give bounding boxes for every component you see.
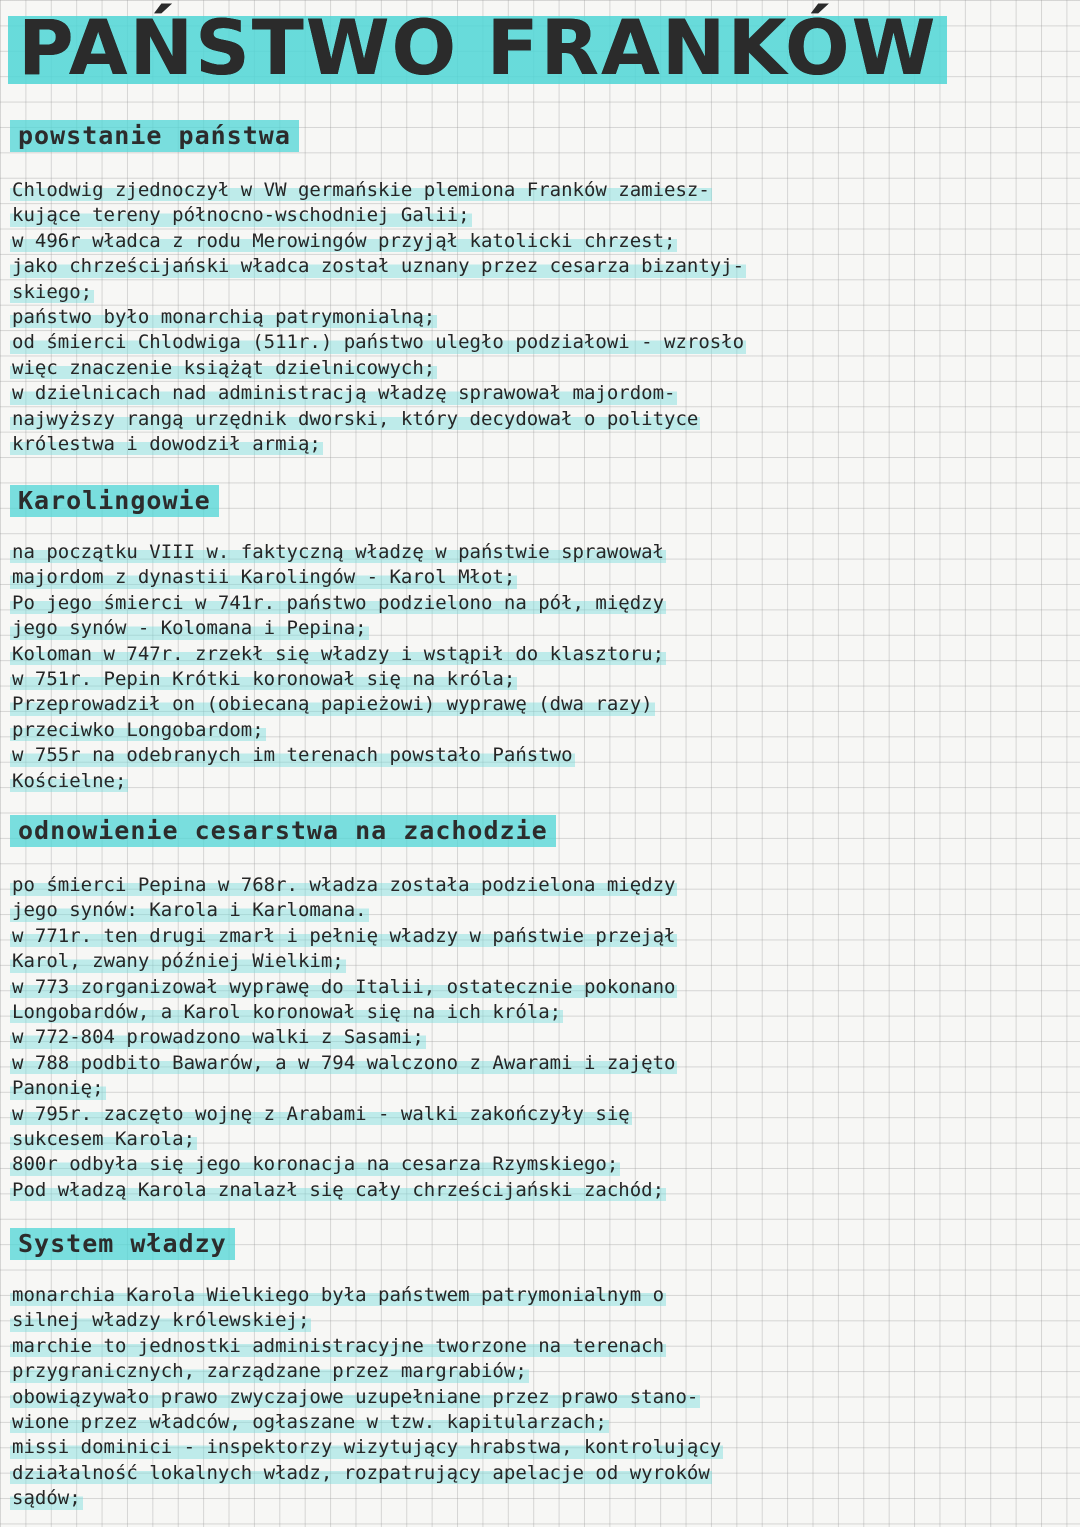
note-line: Longobardów, a Karol koronował się na ich króla; — [10, 1000, 563, 1025]
note-line: w 772-804 prowadzono walki z Sasami; — [10, 1025, 426, 1050]
note-line: najwyższy rangą urzędnik dworski, który decydował o polityce — [10, 407, 700, 432]
note-line: Koloman w 747r. zrzekł się władzy i wstąpił do klasztoru; — [10, 642, 666, 667]
note-line: jako chrześcijański władca został uznany przez cesarza bizantyj- — [10, 254, 746, 279]
note-line: Chlodwig zjednoczył w VW germańskie plemiona Franków zamiesz- — [10, 178, 712, 203]
note-line: Panonię; — [10, 1076, 106, 1101]
note-line: w dzielnicach nad administracją władzę sprawował majordom- — [10, 381, 677, 406]
note-line: w 771r. ten drugi zmarł i pełnię władzy w państwie przejął — [10, 924, 677, 949]
note-line: majordom z dynastii Karolingów - Karol Młot; — [10, 565, 517, 590]
note-line: 800r odbyła się jego koronacja na cesarza Rzymskiego; — [10, 1152, 620, 1177]
section-heading-powstanie: powstanie państwa — [10, 120, 299, 152]
section-heading-system-wladzy: System władzy — [10, 1228, 235, 1260]
note-line: monarchia Karola Wielkiego była państwem patrymonialnym o — [10, 1283, 666, 1308]
note-line: jego synów: Karola i Karlomana. — [10, 898, 369, 923]
page-title: PAŃSTWO FRANKÓW — [8, 8, 947, 88]
note-line: Przeprowadził on (obiecaną papieżowi) wyprawę (dwa razy) — [10, 692, 655, 717]
note-line: w 751r. Pepin Krótki koronował się na króla; — [10, 667, 517, 692]
note-line: od śmierci Chlodwiga (511r.) państwo uległo podziałowi - wzrosło — [10, 330, 746, 355]
note-line: królestwa i dowodził armią; — [10, 432, 323, 457]
note-line: marchie to jednostki administracyjne tworzone na terenach — [10, 1334, 666, 1359]
note-line: więc znaczenie książąt dzielnicowych; — [10, 356, 437, 381]
section-body-powstanie — [10, 178, 1050, 457]
note-line: obowiązywało prawo zwyczajowe uzupełniane przez prawo stano- — [10, 1385, 700, 1410]
note-line: missi dominici - inspektorzy wizytujący hrabstwa, kontrolujący — [10, 1435, 723, 1460]
note-line: skiego; — [10, 280, 94, 305]
note-line: po śmierci Pepina w 768r. władza została podzielona między — [10, 873, 677, 898]
note-line: Pod władzą Karola znalazł się cały chrześcijański zachód; — [10, 1178, 666, 1203]
section-heading-karolingowie: Karolingowie — [10, 485, 219, 517]
note-line: przygranicznych, zarządzane przez margrabiów; — [10, 1359, 529, 1384]
note-line: przeciwko Longobardom; — [10, 718, 266, 743]
note-line: sądów; — [10, 1486, 83, 1511]
note-line: Karol, zwany później Wielkim; — [10, 949, 346, 974]
note-line: wione przez władców, ogłaszane w tzw. kapitularzach; — [10, 1410, 609, 1435]
note-line: kujące tereny północno-wschodniej Galii; — [10, 203, 472, 228]
section-body-odnowienie — [10, 873, 1050, 1203]
note-line: jego synów - Kolomana i Pepina; — [10, 616, 369, 641]
note-line: w 773 zorganizował wyprawę do Italii, ostatecznie pokonano — [10, 975, 677, 1000]
note-line: w 496r władca z rodu Merowingów przyjął katolicki chrzest; — [10, 229, 677, 254]
note-line: sukcesem Karola; — [10, 1127, 197, 1152]
note-line: Kościelne; — [10, 769, 128, 794]
note-line: działalność lokalnych władz, rozpatrujący apelacje od wyroków — [10, 1461, 712, 1486]
note-line: na początku VIII w. faktyczną władzę w państwie sprawował — [10, 540, 666, 565]
section-heading-odnowienie: odnowienie cesarstwa na zachodzie — [10, 815, 556, 847]
section-body-system-wladzy — [10, 1283, 1050, 1512]
note-line: w 795r. zaczęto wojnę z Arabami - walki zakończyły się — [10, 1102, 632, 1127]
note-line: w 755r na odebranych im terenach powstało Państwo — [10, 743, 575, 768]
note-line: Po jego śmierci w 741r. państwo podzielono na pół, między — [10, 591, 666, 616]
note-line: silnej władzy królewskiej; — [10, 1308, 311, 1333]
note-line: państwo było monarchią patrymonialną; — [10, 305, 437, 330]
section-body-karolingowie — [10, 540, 1050, 794]
note-line: w 788 podbito Bawarów, a w 794 walczono z Awarami i zajęto — [10, 1051, 677, 1076]
